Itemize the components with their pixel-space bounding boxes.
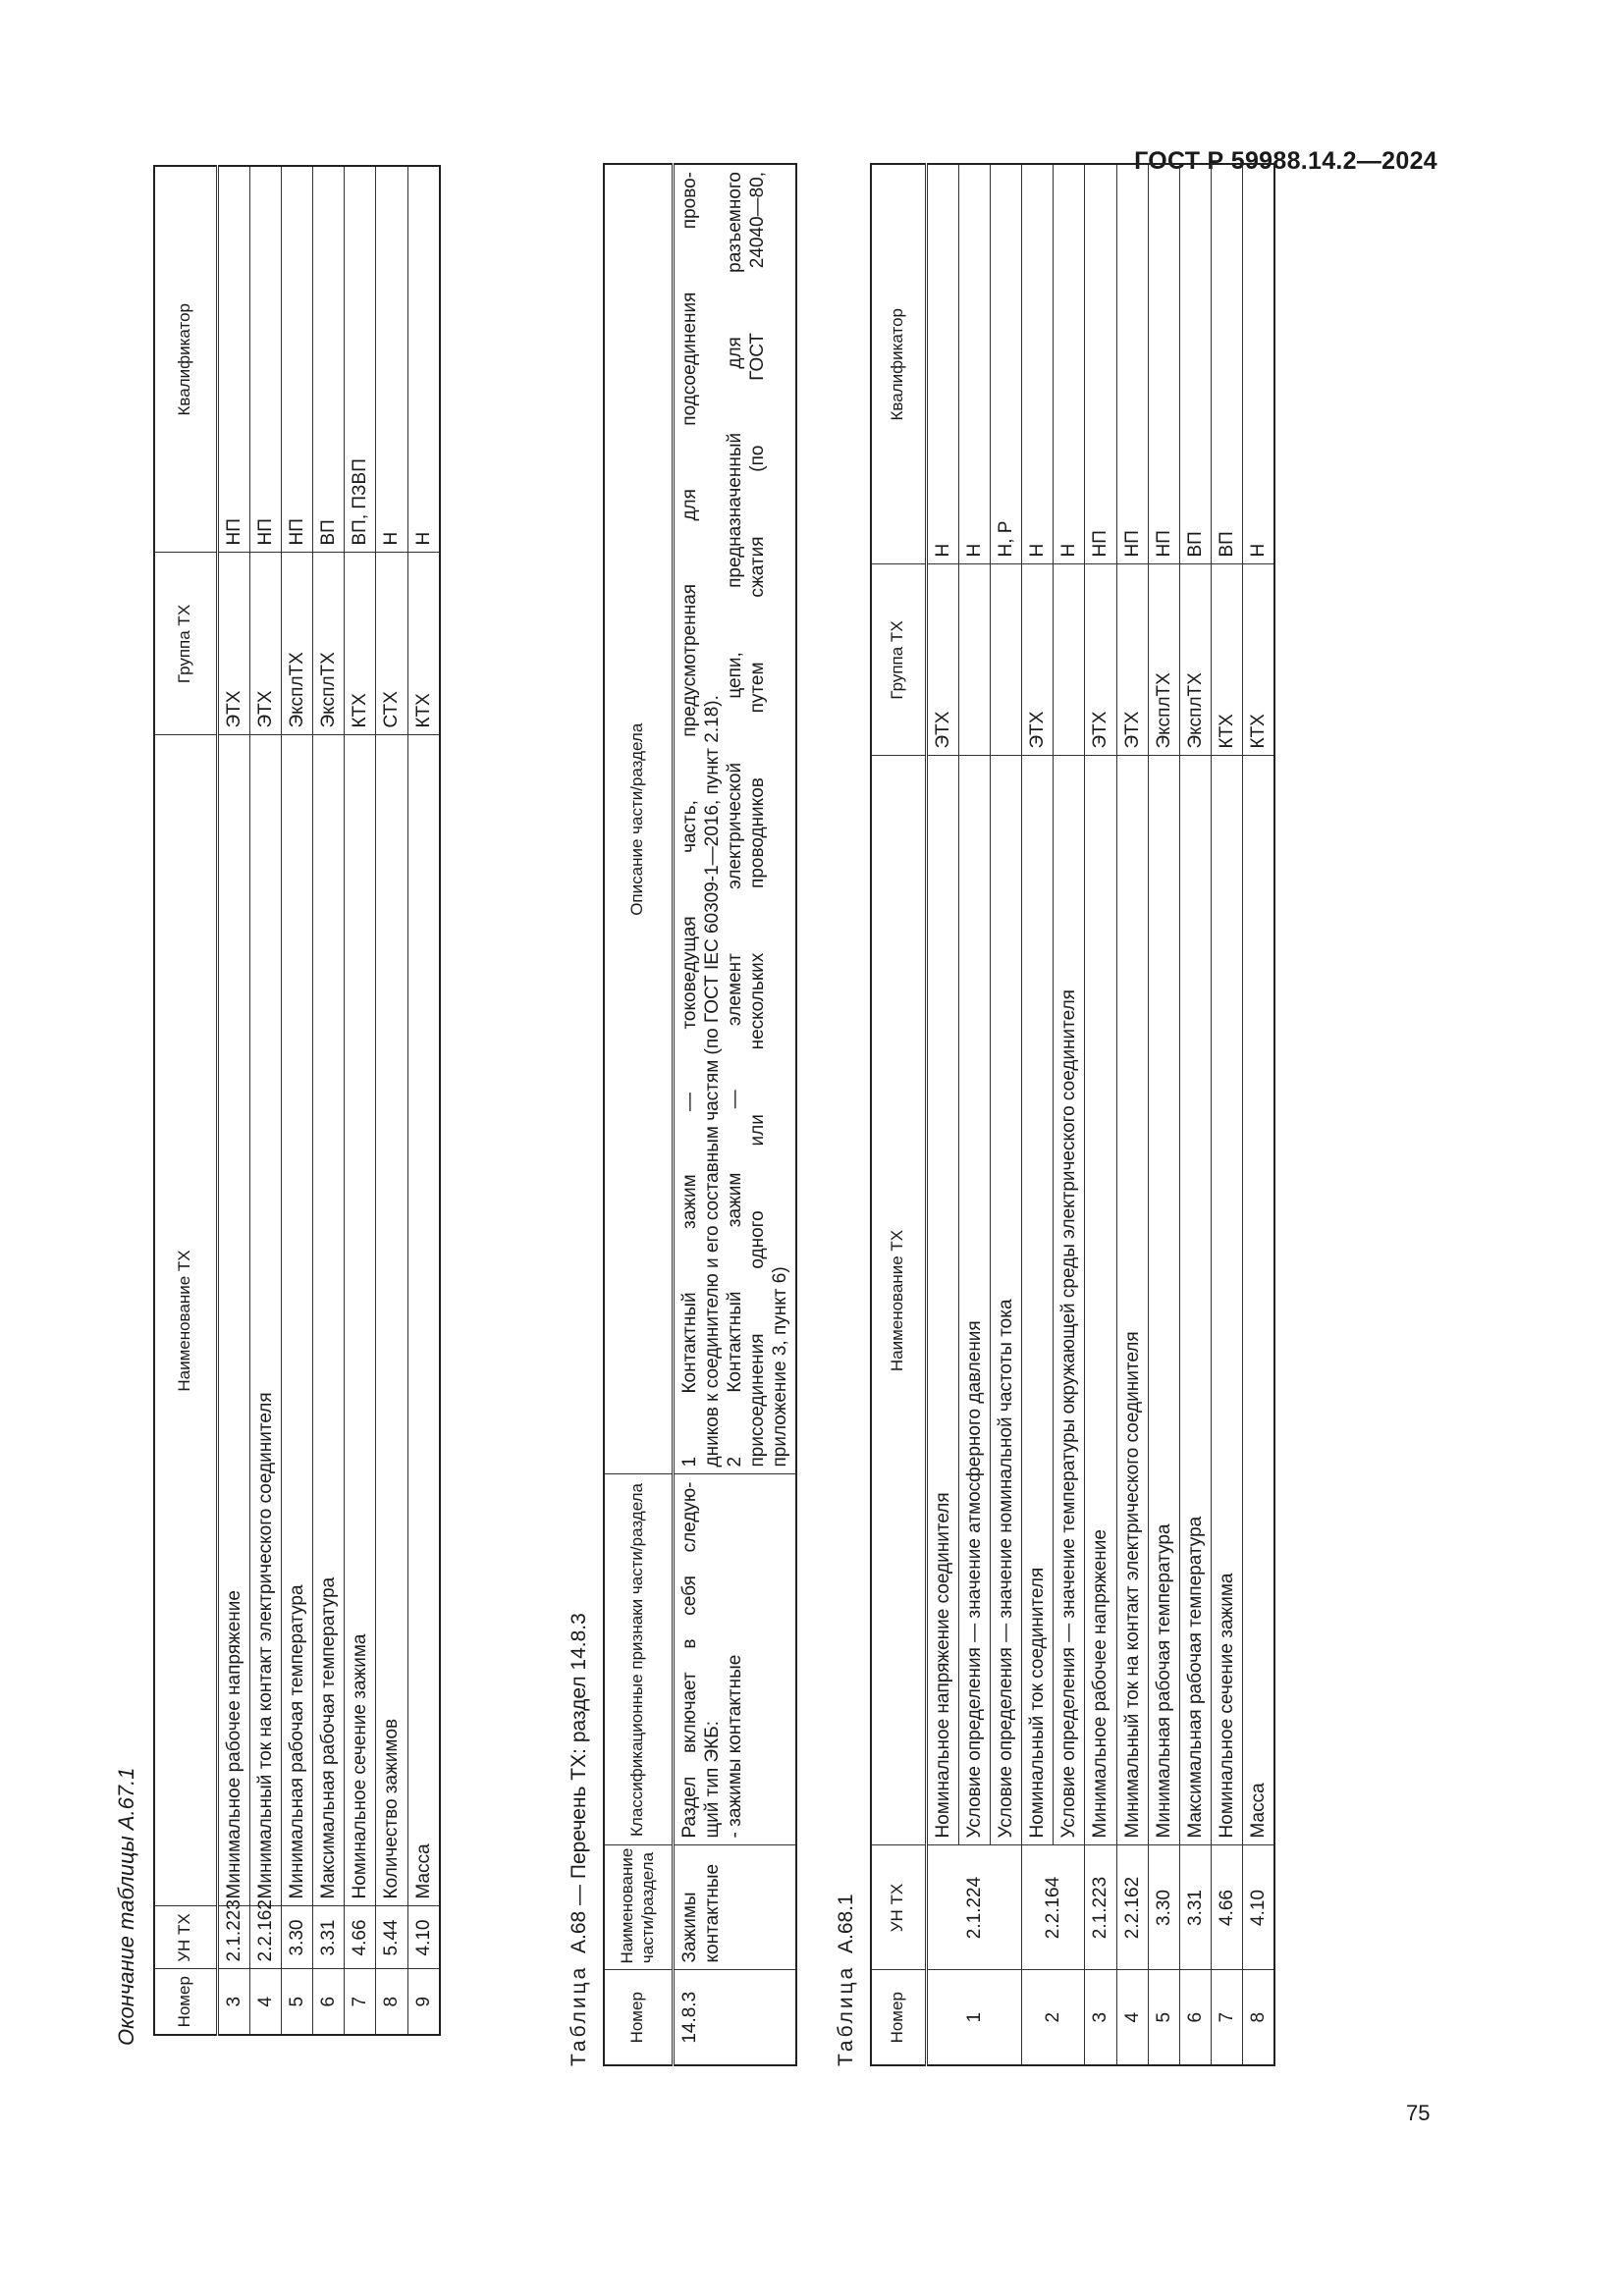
table-row bbox=[1212, 164, 1243, 2065]
row-qualifier: Н bbox=[1243, 164, 1275, 564]
row-qualifier: ВП, ПЗВП bbox=[345, 166, 376, 553]
row-number: 6 bbox=[313, 1969, 345, 2035]
row-qualifier: Н bbox=[926, 164, 958, 564]
row-group: ЭТХ bbox=[217, 553, 249, 735]
col-header-code: УН ТХ bbox=[871, 1845, 926, 1970]
table-a681-block bbox=[835, 163, 1275, 2066]
row-group: СТХ bbox=[376, 553, 407, 735]
table-row bbox=[217, 166, 249, 2035]
table-a68-caption-text: А.68 — Перечень ТХ: раздел 14.8.3 bbox=[568, 1613, 590, 1953]
row-name: Номинальное сечение зажима bbox=[1212, 756, 1243, 1845]
table-row bbox=[1022, 164, 1054, 2065]
table-row bbox=[281, 166, 312, 2035]
description-line-4: присоединения одного или нескольких проводников путем сжатия (по ГОСТ 24040—80, bbox=[747, 172, 769, 1468]
row-number: 5 bbox=[281, 1969, 312, 2035]
table-row bbox=[1148, 164, 1179, 2065]
row-name: Условие определения — значение атмосферного давления bbox=[958, 756, 990, 1845]
table-row bbox=[345, 166, 376, 2035]
row-group bbox=[1054, 564, 1085, 756]
row-name: Минимальное рабочее напряжение bbox=[1085, 756, 1116, 1845]
table-row bbox=[313, 166, 345, 2035]
table-a67-header bbox=[154, 166, 217, 2035]
row-group: ЭксплТХ bbox=[281, 553, 312, 735]
row-code: 2.1.223 bbox=[1085, 1845, 1116, 1970]
table-a681 bbox=[870, 163, 1275, 2066]
row-code: 5.44 bbox=[376, 1906, 407, 1969]
table-a681-caption-text: А.68.1 bbox=[835, 1894, 857, 1953]
row-name: Количество зажимов bbox=[376, 735, 407, 1906]
row-qualifier: НП bbox=[249, 166, 281, 553]
row-number: 7 bbox=[1212, 1970, 1243, 2065]
row-code: 3.31 bbox=[1179, 1845, 1211, 1970]
table-a681-header bbox=[871, 164, 926, 2065]
row-name: Номинальный ток соединителя bbox=[1022, 756, 1054, 1845]
col-header-name: Наименование ТХ bbox=[154, 735, 217, 1906]
description-line-1: 1 Контактный зажим — токоведущая часть, предусмотренная для подсоединения прово- bbox=[678, 172, 700, 1468]
row-number: 1 bbox=[926, 1970, 1022, 2065]
row-number: 5 bbox=[1148, 1970, 1179, 2065]
row-qualifier: НП bbox=[1085, 164, 1116, 564]
row-qualifier: Н bbox=[407, 166, 440, 553]
row-code: 3.30 bbox=[1148, 1845, 1179, 1970]
page-number: 75 bbox=[1406, 2101, 1431, 2125]
row-code: 2.2.162 bbox=[1116, 1845, 1148, 1970]
col-header-classification: Классификационные признаки части/раздела bbox=[604, 1474, 673, 1845]
row-code: 2.2.162 bbox=[249, 1906, 281, 1969]
row-name: Номинальное сечение зажима bbox=[345, 735, 376, 1906]
table-row bbox=[376, 166, 407, 2035]
classification-line-3: - зажимы контактные bbox=[724, 1654, 745, 1839]
table-a67 bbox=[153, 165, 441, 2036]
row-group: КТХ bbox=[1243, 564, 1275, 756]
row-group: ЭксплТХ bbox=[1148, 564, 1179, 756]
row-group: ЭТХ bbox=[1022, 564, 1054, 756]
row-number: 3 bbox=[1085, 1970, 1116, 2065]
table-row bbox=[990, 164, 1021, 2065]
row-number: 8 bbox=[1243, 1970, 1275, 2065]
row-group bbox=[958, 564, 990, 756]
table-a68-block bbox=[568, 163, 797, 2066]
table-a67-body bbox=[217, 166, 440, 2035]
row-code: 4.10 bbox=[1243, 1845, 1275, 1970]
col-header-number: Номер bbox=[154, 1969, 217, 2035]
row-code: 3.31 bbox=[313, 1906, 345, 1969]
table-a67-block bbox=[114, 165, 441, 2046]
row-qualifier: Н bbox=[376, 166, 407, 553]
row-name: Масса bbox=[407, 735, 440, 1906]
row-qualifier: Н bbox=[1022, 164, 1054, 564]
row-number: 8 bbox=[376, 1969, 407, 2035]
table-row bbox=[926, 164, 958, 2065]
table-row bbox=[1116, 164, 1148, 2065]
row-group: КТХ bbox=[1212, 564, 1243, 756]
row-number: 4 bbox=[1116, 1970, 1148, 2065]
row-qualifier: НП bbox=[1148, 164, 1179, 564]
row-qualifier: НП bbox=[281, 166, 312, 553]
col-header-number: Номер bbox=[604, 1970, 673, 2065]
row-qualifier: НП bbox=[217, 166, 249, 553]
row-group: ЭТХ bbox=[926, 564, 958, 756]
col-header-name: Наименование ТХ bbox=[871, 756, 926, 1845]
row-number: 9 bbox=[407, 1969, 440, 2035]
row-code: 4.66 bbox=[1212, 1845, 1243, 1970]
row-name: Номинальное напряжение соединителя bbox=[926, 756, 958, 1845]
row-qualifier: ВП bbox=[313, 166, 345, 553]
table-row bbox=[1179, 164, 1211, 2065]
row-name: Максимальная рабочая температура bbox=[313, 735, 345, 1906]
row-group: ЭксплТХ bbox=[313, 553, 345, 735]
row-code: 2.1.224 bbox=[926, 1845, 1022, 1970]
description-line-5: приложение 3, пункт 6) bbox=[770, 1266, 791, 1468]
row-number: 6 bbox=[1179, 1970, 1211, 2065]
col-header-group: Группа ТХ bbox=[871, 564, 926, 756]
table-a681-caption bbox=[835, 163, 858, 2066]
section-number: 14.8.3 bbox=[673, 1970, 796, 2065]
classification-line-1: Раздел включает в себя следую- bbox=[678, 1481, 700, 1839]
row-name: Минимальный ток на контакт электрического соединителя bbox=[1116, 756, 1148, 1845]
description-line-3: 2 Контактный зажим — элемент электрической цепи, предназначенный для разъемного bbox=[724, 172, 745, 1468]
col-header-group: Группа ТХ bbox=[154, 553, 217, 735]
table-a681-caption-word: Таблица bbox=[835, 1964, 857, 2066]
row-name: Минимальный ток на контакт электрического соединителя bbox=[249, 735, 281, 1906]
row-code: 3.30 bbox=[281, 1906, 312, 1969]
table-a681-body-rest bbox=[1085, 164, 1275, 2065]
section-description bbox=[673, 164, 796, 1474]
row-name: Условие определения — значение температуры окружающей среды электрического соединителя bbox=[1054, 756, 1085, 1845]
table-row bbox=[1243, 164, 1275, 2065]
table-row bbox=[673, 164, 796, 2065]
row-qualifier: Н bbox=[1054, 164, 1085, 564]
row-qualifier: ВП bbox=[1212, 164, 1243, 564]
section-classification bbox=[673, 1474, 796, 1845]
row-number: 4 bbox=[249, 1969, 281, 2035]
row-name: Масса bbox=[1243, 756, 1275, 1845]
standard-header: ГОСТ Р 59988.14.2—2024 bbox=[1134, 147, 1437, 175]
table-row bbox=[1085, 164, 1116, 2065]
row-code: 2.1.223 bbox=[217, 1906, 249, 1969]
row-group bbox=[990, 564, 1021, 756]
row-number: 3 bbox=[217, 1969, 249, 2035]
table-row bbox=[958, 164, 990, 2065]
row-group: ЭТХ bbox=[1116, 564, 1148, 756]
row-group: КТХ bbox=[345, 553, 376, 735]
row-number: 2 bbox=[1022, 1970, 1085, 2065]
row-qualifier: ВП bbox=[1179, 164, 1211, 564]
col-header-section-name: Наименование части/раздела bbox=[604, 1845, 673, 1970]
row-number: 7 bbox=[345, 1969, 376, 2035]
table-a68-header bbox=[604, 164, 673, 2065]
table-row bbox=[249, 166, 281, 2035]
row-qualifier: Н bbox=[958, 164, 990, 564]
description-line-2: дников к соединителю и его составным частям (по ГОСТ IEC 60309-1—2016, пункт 2.18). bbox=[701, 695, 723, 1468]
section-name: Зажимы контактные bbox=[673, 1845, 796, 1970]
table-row bbox=[407, 166, 440, 2035]
row-name: Условие определения — значение номинальной частоты тока bbox=[990, 756, 1021, 1845]
row-name: Минимальная рабочая температура bbox=[1148, 756, 1179, 1845]
row-group: КТХ bbox=[407, 553, 440, 735]
table-a67-caption: Окончание таблицы А.67.1 bbox=[114, 1767, 138, 2046]
table-row bbox=[1054, 164, 1085, 2065]
table-a68-caption-word: Таблица bbox=[568, 1964, 590, 2066]
row-name: Минимальная рабочая температура bbox=[281, 735, 312, 1906]
row-name: Максимальная рабочая температура bbox=[1179, 756, 1211, 1845]
classification-line-2: щий тип ЭКБ: bbox=[701, 1721, 723, 1839]
col-header-qualifier: Квалификатор bbox=[871, 164, 926, 564]
table-a68 bbox=[603, 163, 797, 2066]
col-header-qualifier: Квалификатор bbox=[154, 166, 217, 553]
row-group: ЭксплТХ bbox=[1179, 564, 1211, 756]
col-header-code: УН ТХ bbox=[154, 1906, 217, 1969]
table-a68-caption bbox=[568, 163, 591, 2066]
row-code: 2.2.164 bbox=[1022, 1845, 1085, 1970]
row-qualifier: Н, Р bbox=[990, 164, 1021, 564]
row-code: 4.10 bbox=[407, 1906, 440, 1969]
col-header-number: Номер bbox=[871, 1970, 926, 2065]
row-code: 4.66 bbox=[345, 1906, 376, 1969]
row-group: ЭТХ bbox=[249, 553, 281, 735]
row-group: ЭТХ bbox=[1085, 564, 1116, 756]
row-qualifier: НП bbox=[1116, 164, 1148, 564]
row-name: Минимальное рабочее напряжение bbox=[217, 735, 249, 1906]
col-header-description: Описание части/раздела bbox=[604, 164, 673, 1474]
